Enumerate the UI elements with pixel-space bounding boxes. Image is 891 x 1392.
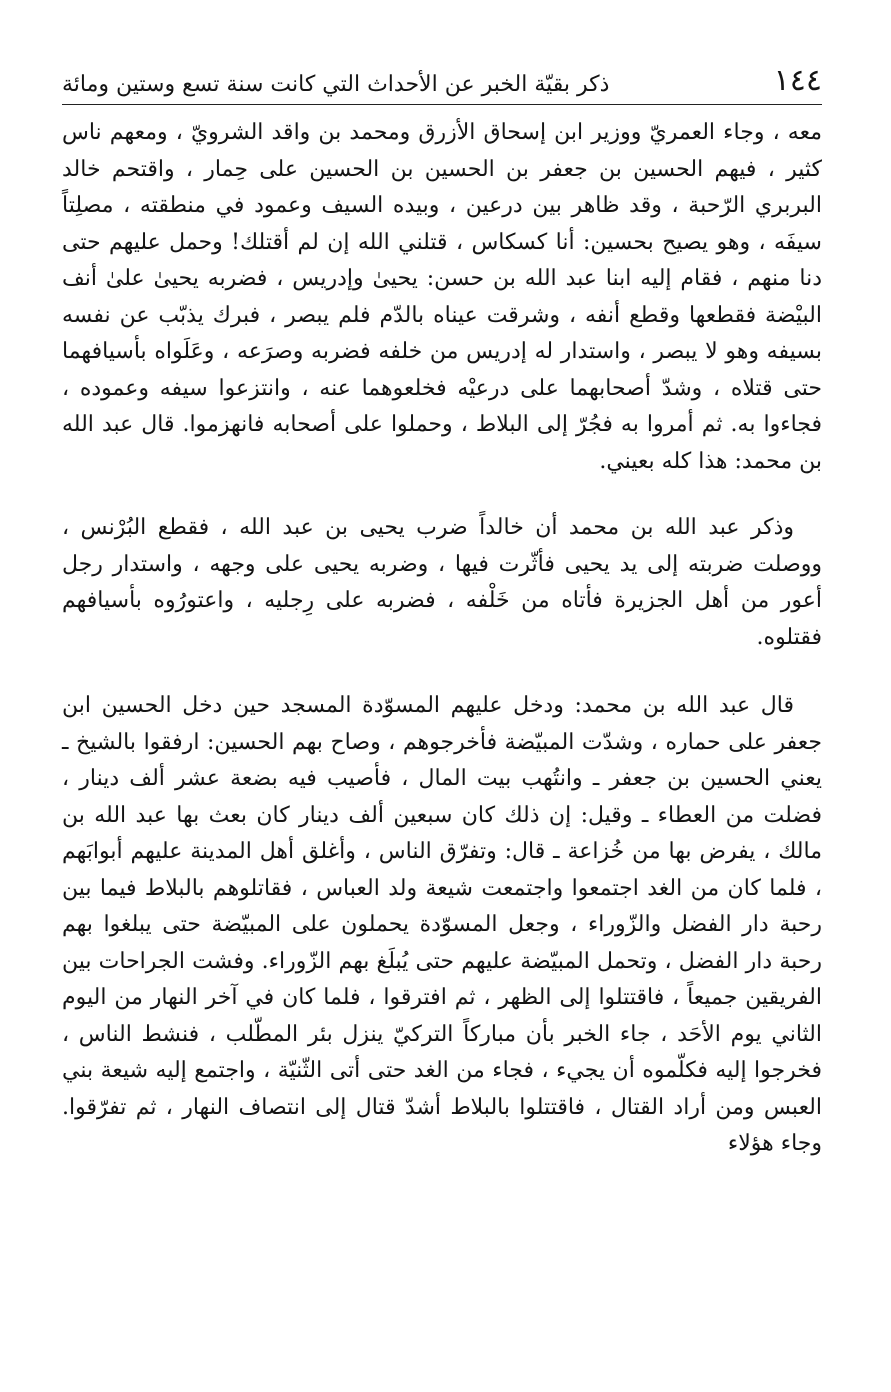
page-number: ١٤٤ (773, 63, 822, 98)
paragraph-text: قال عبد الله بن محمد: ودخل عليهم المسوّدة المسجد حين دخل الحسين ابن جعفر على حماره ، وشدّت المبيّضة فأخرجوهم ، وصاح بهم الحسين: ارفقوا بالشيخ ـ يعني الحسين بن جعفر ـ وانتُهب بيت المال ، فأصيب فيه بضعة عشر ألف دينار ، فضلت من العطاء ـ وقيل: إن ذلك كان سبعين ألف دينار كان بعث بها عبد الله بن مالك ، يفرض بها من خُزاعة ـ قال: وتفرّق الناس ، وأغلق أهل المدينة عليهم أبوابَهم ، فلما كان من الغد اجتمعوا واجتمعت شيعة ولد العباس ، فقاتلوهم بالبلاط فيما بين رحبة دار الفضل والزّوراء ، وجعل المسوّدة يحملون على المبيّضة حتى يبلغوا بهم رحبة دار الفضل ، وتحمل المبيّضة عليهم حتى يُبلَغ بهم الزّوراء. وفشت الجراحات بين الفريقين جميعاً ، فاقتتلوا إلى الظهر ، ثم افترقوا ، فلما كان في آخر النهار من اليوم الثاني يوم الأحَد ، جاء الخبر بأن مباركاً التركيّ ينزل بئر المطّلب ، فنشط الناس ، فخرجوا إليه فكلّموه أن يجيء ، فجاء من الغد حتى أتى الثّنيّة ، واجتمع إليه شيعة بني العبس ومن أراد القتال ، فاقتتلوا بالبلاط أشدّ قتال إلى انتصاف النهار ، ثم تفرّقوا. وجاء هؤلاء (62, 693, 822, 1156)
paragraph-gap (62, 656, 822, 688)
paragraph-2 (62, 510, 822, 656)
paragraph-text: معه ، وجاء العمريّ ووزير ابن إسحاق الأزرق ومحمد بن واقد الشرويّ ، ومعهم ناس كثير ، فيهم الحسين بن جعفر بن الحسين بن الحسين على حِمار ، واقتحم خالد البربري الرّحبة ، وقد ظاهر بين درعين ، وبيده السيف وعمود في منطقته ، مصلِتاً سيفَه ، وهو يصيح بحسين: أنا كسكاس ، قتلني الله إن لم أقتلك! وحمل عليهم حتى دنا منهم ، فقام إليه ابنا عبد الله بن حسن: يحيىٰ وإدريس ، فضربه يحيىٰ علىٰ أنف البيْضة فقطعها وقطع أنفه ، وشرقت عيناه بالدّم فلم يبصر ، فبرك يذبّب عن نفسه بسيفه وهو لا يبصر ، واستدار له إدريس من خلفه فضربه وصرَعه ، وعَلَواه بأسيافهما حتى قتلاه ، وشدّ أصحابهما على درعيْه فخلعوهما عنه ، وانتزعوا سيفه وعموده ، فجاءوا به. ثم أمروا به فجُرّ إلى البلاط ، وحملوا على أصحابه فانهزموا. قال عبد الله بن محمد: هذا كله بعيني. (62, 120, 822, 474)
paragraph-1 (62, 115, 822, 480)
paragraph-3 (62, 688, 822, 1163)
page-header (62, 60, 822, 105)
paragraph-text: وذكر عبد الله بن محمد أن خالداً ضرب يحيى بن عبد الله ، فقطع البُرْنس ، ووصلت ضربته إلى يد يحيى فأثّرت فيها ، وضربه يحيى على وجهه ، واستدار رجل أعور من أهل الجزيرة فأتاه من خَلْفه ، فضربه على رِجليه ، واعتورُوه بأسيافهم فقتلوه. (62, 515, 822, 650)
paragraph-gap (62, 480, 822, 510)
book-page (62, 60, 822, 1163)
running-title: ذكر بقيّة الخبر عن الأحداث التي كانت سنة تسع وستين ومائة (62, 72, 610, 97)
